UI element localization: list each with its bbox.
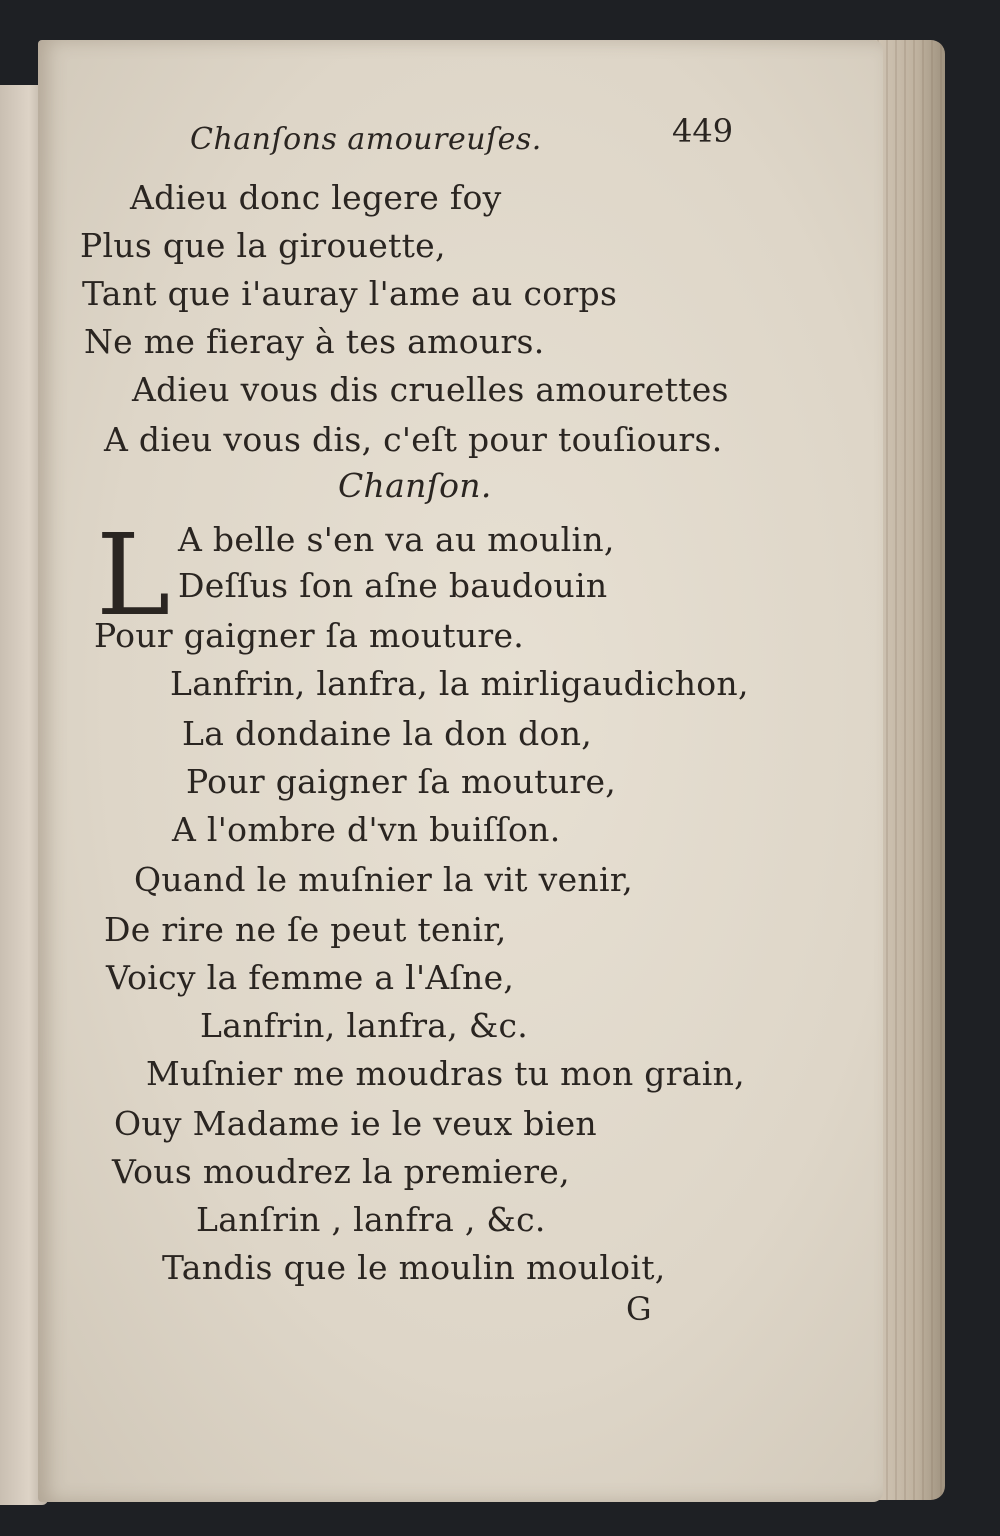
verse-line: A belle s'en va au moulin, — [178, 520, 615, 559]
verse-line: Adieu donc legere foy — [130, 178, 502, 217]
verse-line: Muſnier me moudras tu mon grain, — [146, 1054, 745, 1093]
refrain-line: Lanfrin, lanfra, &c. — [200, 1006, 529, 1045]
refrain-line: La dondaine la don don, — [182, 714, 593, 753]
verse-line: Pour gaigner ſa mouture. — [94, 616, 525, 655]
refrain-line: A l'ombre d'vn buiſſon. — [172, 810, 561, 849]
refrain-line: Adieu vous dis cruelles amourettes — [132, 370, 729, 409]
verse-line: Ouy Madame ie le veux bien — [114, 1104, 597, 1143]
refrain-line: Pour gaigner ſa mouture, — [186, 762, 617, 801]
verse-line: Deſſus ſon aſne baudouin — [178, 566, 608, 605]
verse-line: Tant que i'auray l'ame au corps — [82, 274, 618, 313]
verse-line: Quand le muſnier la vit venir, — [134, 860, 634, 899]
section-title: Chanſon. — [338, 466, 492, 505]
verse-line: Plus que la girouette, — [80, 226, 446, 265]
refrain-line: Lanfrin, lanfra, la mirligaudichon, — [170, 664, 749, 703]
signature-mark: G — [626, 1290, 652, 1328]
verse-line: Tandis que le moulin mouloit, — [162, 1248, 666, 1287]
refrain-line: A dieu vous dis, c'eſt pour touſiours. — [104, 420, 723, 459]
running-head: Chanſons amoureuſes. — [190, 122, 542, 157]
verse-line: De rire ne ſe peut tenir, — [104, 910, 507, 949]
verse-line: Ne me fieray à tes amours. — [84, 322, 545, 361]
refrain-line: Lanſrin , lanfra , &c. — [196, 1200, 546, 1239]
page-number: 449 — [672, 112, 734, 150]
verse-line: Vous moudrez la premiere, — [112, 1152, 570, 1191]
verse-line: Voicy la femme a l'Aſne, — [106, 958, 515, 997]
drop-cap: L — [96, 511, 171, 641]
